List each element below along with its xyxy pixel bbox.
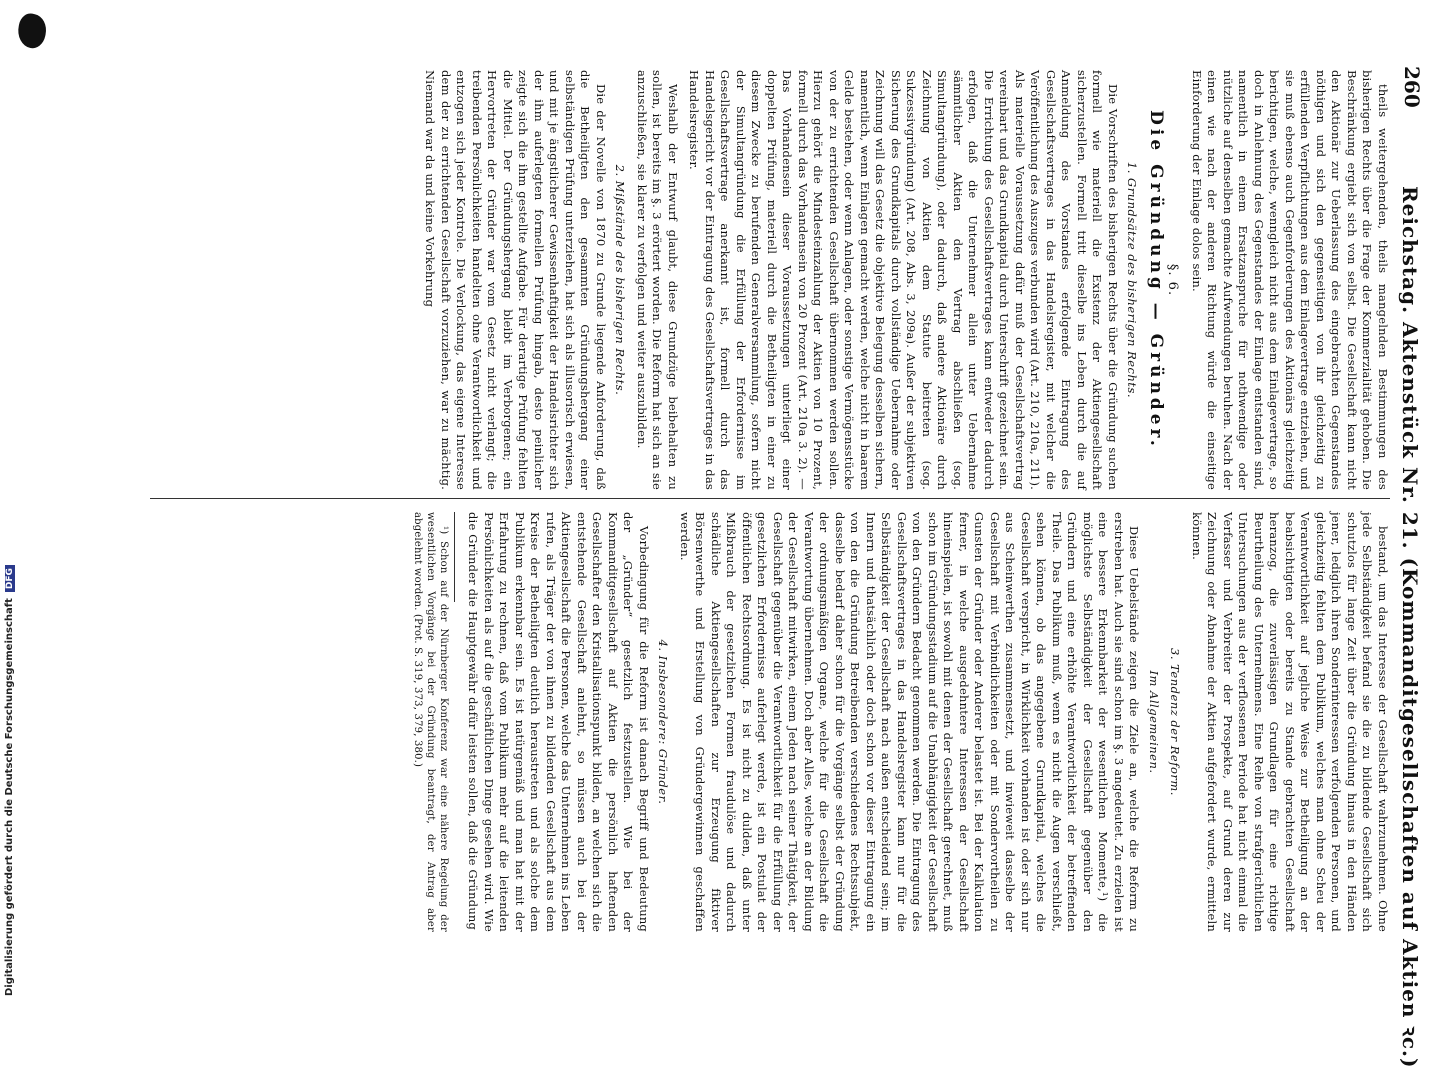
right-column <box>405 512 1390 932</box>
digitization-credit: Digitalisierung gefördert durch die Deutsche ForschungsgemeinschaftDFG <box>4 565 15 996</box>
section-number: §. 6. <box>1165 263 1181 297</box>
subheading: 3. Tendenz der Reform. <box>1168 648 1183 796</box>
rotated-page-content <box>110 60 1430 1069</box>
paragraph: Die der Novelle von 1870 zu Grunde liegende Anforderung, daß die Betheiligten den gesammten Gründungshergang einer selbständigen Prüfung unterziehen, hat sich als illusorisch erwiesen, und mit je ängstlicherer Gewissenhaftigkeit der Handelsrichter sich der ihm auferlegten formellen Prüfung hingab, desto peinlicher zeigte sich die ihm gestellte Aufgabe. Für derartige Prüfung fehlten die Mittel. Der Gründungshergang bleibt im Verborgenen; ein Hervortreten der Gründer war vom Gesetz nicht verlangt; die treibenden Persönlichkeiten handelten ohne Verantwortlichkeit und entzogen sich jeder Kontrole. Die Verlockung, das eigene Interesse dem der zu errichtenden Gesellschaft vorzuziehen, war zu mächtig. Niemand war da und keine Vorkehrung <box>423 70 608 490</box>
digitization-sidebar <box>0 0 26 1000</box>
scanned-page <box>110 60 1430 1069</box>
footnote-rule <box>454 512 455 602</box>
subheading: 1. Grundsätze des bisherigen Rechts. <box>1125 161 1140 399</box>
paragraph: Vorbedingung für die Reform ist danach Begriff und Bedeutung der „Gründer“ gesetzlich festzustellen. Wie bei der Kommanditgesellschaft auf Aktien die persönlich haftenden Gesellschafter den Kristallisationspunkt bilden, an welchen sich die entstehende Gesellschaft anlehnt, so müssen auch bei der Aktiengesellschaft die Personen, welche das Unternehmen ins Leben rufen, als Träger der von ihnen zu bildenden Gesellschaft aus dem Kreise der Betheiligten deutlich heraustreten und als solche dem Publikum erkennbar sein. Es ist natürgemäß und man hat mit der Erfahrung zu rechnen, daß vom Publikum mehr auf die leitenden Persönlichkeiten als auf die geschäftlichen Dinge gesehen wird. Wie die Gründer die Hauptgewähr dafür leisten sollen, daß die Gründung <box>466 512 651 932</box>
dfg-badge: DFG <box>5 565 15 592</box>
section-title: Die Gründung — Gründer. <box>1146 110 1166 450</box>
subheading: Im Allgemeinen. <box>1147 670 1161 774</box>
page-number: 260 <box>1400 66 1424 108</box>
page-header <box>1398 66 1424 1069</box>
subheading: 2. Mißstände des bisherigen Rechts. <box>613 164 628 396</box>
left-column <box>416 70 1390 490</box>
footnote: ¹) Schon auf der Nürnberger Konferenz war eine nähere Regelung der wesentlichen Vorgänge bei der Gründung beantragt, der Antrag aber abgelehnt worden. (Prot. S. 319, 373, 379, 380.) <box>412 512 449 932</box>
paragraph: Weshalb der Entwurf glaubt, diese Grundzüge beibehalten zu sollen, ist bereits im §. 3 erörtert worden. Die Reform hat sich an sie anzuschließen, sie klarer zu verfolgen und weiter auszubilden. <box>635 70 680 490</box>
page-header-title: Reichstag. Aktenstück Nr. 21. (Kommanditgesellschaften auf Aktien ꝛc.) <box>1398 186 1422 1069</box>
paragraph: bestand, um das Interesse der Gesellschaft wahrzunehmen. Ohne jede Selbständigkeit befand sie die zu bildende Gesellschaft sich schutzlos für lange Zeit über die Gründung hinaus in den Händen jener, lediglich ihren Sonderinteressen verfolgenden Personen, und gleichzeitig fehlten dem Publikum, welches man ohne Scheu der Verantwortlichkeit auf jegliche Weise zur Betheiligung an der beabsichtigten oder bereits zu Stande gebrachten Gesellschaft heranzog, die zuverlässigen Grundlagen für eine richtige Beurtheilung des Unternehmens. Eine Reihe von strafgerichtlichen Untersuchungen aus der verflossenen Periode hat nicht einmal die Verfasser und Verbreiter der Prospekte, auf Grund deren zur Zeichnung oder Abnahme der Aktien aufgefordert wurde, ermitteln können. <box>1190 512 1390 932</box>
column-divider <box>150 498 1390 499</box>
paragraph: Diese Uebelstände zeigen die Ziele an, welche die Reform zu erstreben hat. Auch sie sind schon im §. 3 angedeutet. Zu erzielen ist eine bessere Erkennbarkeit der wesentlichen Momente,¹) die möglichste Selbständigkeit der Gesellschaft gegenüber den Gründern und eine erhöhte Verantwortlichkeit der betreffenden Theile. Das Publikum muß, wenn es nicht die Augen verschließt, sehen können, ob das angegebene Grundkapital, welches die Gesellschaft verspricht, in Wirklichkeit vorhanden ist oder sich nur aus Scheinwerthen zusammensetzt, und inwieweit dasselbe der Gesellschaft mit Verbindlichkeiten oder mit Sondervortheilen zu Gunsten der Gründer oder Anderer belastet ist. Bei der Kalkulation ferner, in welche ausgedehntere Interessen der Gesellschaft hineinspielen, ist sowohl mit denen der Gesellschaft gerechnet, muß schon im Gründungsstadium auf die Unabhängigkeit der Gesellschaft von den Gründern Bedacht genommen werden. Die Eintragung des Gesellschaftsvertrages in das Handelsregister kann nur für die Selbständigkeit der Gesellschaft nach außen entscheidend sein; im Innern und thatsächlich oder doch schon vor dieser Eintragung ein von den die Gründung Betreibenden verschiedenes Rechtssubjekt, dasselbe bedarf daher schon für die Vorgänge selbst der Gründung der ordnungsmäßigen Organe, welche für die Gesellschaft die Verantwortung übernehmen. Doch aber Alles, welche an der Bildung der Gesellschaft mitwirken, einem Jeden nach seiner Thätigkeit, der Gesellschaft gegenüber die Verantwortlichkeit für die Erfüllung der gesetzlichen Erfordernisse auferlegt werde, ist ein Postulat der öffentlichen Rechtsordnung. Es ist nicht zu dulden, daß unter Mißbrauch der gesetzlichen Formen fraudulöse und dadurch schädliche Aktiengesellschaften zur Erzeugung fiktiver Börsenwerthe und Erstellung von Gründergewinnen geschaffen werden. <box>678 512 1142 932</box>
subheading: 4. Insbesondere: Gründer. <box>656 639 671 805</box>
paragraph: Die Vorschriften des bisherigen Rechts über die Gründung suchen formell wie materiell die Existenz der Aktiengesellschaft sicherzustellen. Formell tritt dieselbe ins Leben durch die auf Anmeldung des Vorstandes erfolgende Eintragung des Gesellschaftsvertrages in das Handelsregister, mit welcher die Veröffentlichung des Auszuges verbunden wird (Art. 210, 210a, 211). Als materielle Voraussetzung dafür muß der Gesellschaftsvertrag vereinbart und das Grundkapital durch Unterschrift gezeichnet sein. Die Errichtung des Gesellschaftsvertrages kann entweder dadurch erfolgen, daß die Unternehmer allein unter Uebernahme sämmtlicher Aktien den Vertrag abschließen (sog. Simultangründung), oder dadurch, daß andere Aktionäre durch Zeichnung von Aktien dem Statute beitreten (sog. Sukzessivgründung) (Art. 208, Abs. 3, 209a). Außer der subjektiven Sicherung des Grundkapitals durch vollständige Uebernahme oder Zeichnung will das Gesetz die objektive Belegung desselben sichern, namentlich, wenn Einlagen gemacht werden, welche nicht in baarem Gelde bestehen, oder wenn Anlagen, oder sonstige Vermögensstücke von der zu errichtenden Gesellschaft übernommen werden sollen. Hierzu gehört die Mindesteinzahlung der Aktien von 10 Prozent, formell durch das Vorhandensein von 20 Prozent (Art. 210a 3. 2). — Das Vorhandensein dieser Voraussetzungen unterliegt einer doppelten Prüfung, materiell durch die Betheiligten in einer zu diesem Zwecke zu berufenden Generalversammlung, sofern nicht der Simultangründung die Erfüllung der Erfordernisse im Gesellschaftsvertrage anerkannt ist, formell durch das Handelsgericht vor der Eintragung des Gesellschaftsvertrages in das Handelsregister. <box>687 70 1120 490</box>
paragraph: theils weitergehenden, theils mangelnden Bestimmungen des bisherigen Rechts über die Frage der Kommerzialität gehoben. Die Beschränkung ergiebt sich von selbst. Die Gesellschaft kann nicht den Aktionär zur Ueberlassung des eingebrachten Gegenstandes nöthigen und sich den gegenseitigen von ihr gleichzeitig zu erfüllenden Verpflichtungen aus dem Einlagevertrage entziehen, und sie muß ebenso auch Gegenforderungen des Aktionärs gleichzeitig berichtigen, welche, wenngleich nicht aus dem Einlagevertrage, so doch in Anlehnung des Gegenstandes der Einlage entstanden sind, namentlich in einem Ersatzanspruche für nothwendige oder nützliche auf denselben gemachte Aufwendungen beruhen. Nach der einen wie nach der anderen Richtung würde die einseitige Einforderung der Einlage dolos sein. <box>1190 70 1390 490</box>
